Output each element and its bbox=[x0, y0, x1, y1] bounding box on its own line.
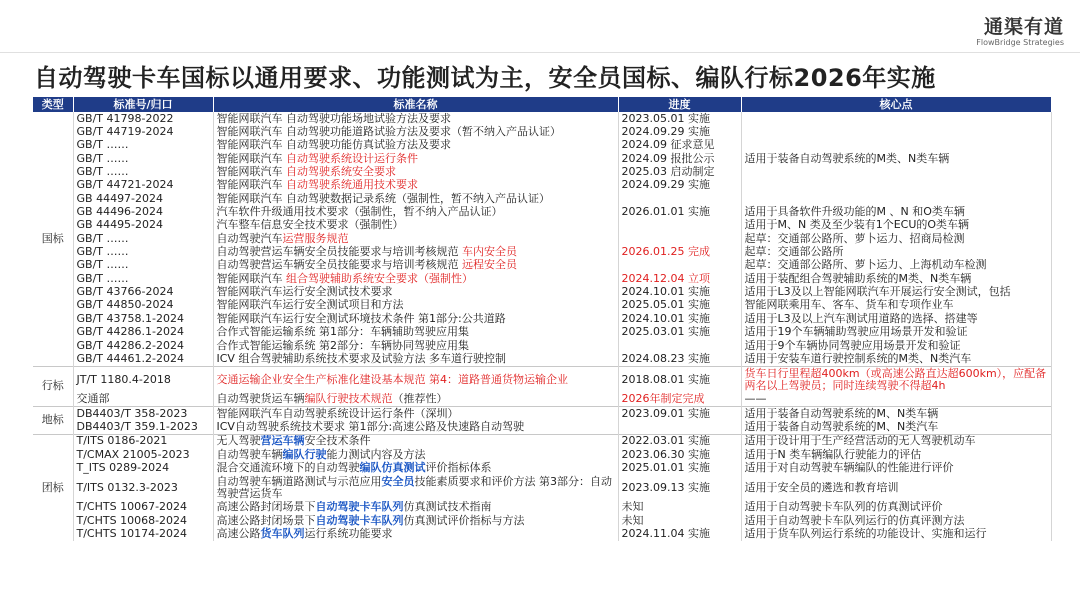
cell-code: GB 44497-2024 bbox=[73, 192, 213, 205]
cell-name: 智能网联汽车 自动驾驶功能道路试验方法及要求（暂不纳入产品认证） bbox=[213, 125, 618, 138]
type-cell-gb: 国标 bbox=[33, 112, 73, 366]
table-row bbox=[33, 232, 1051, 245]
cell-code: GB/T 41798-2022 bbox=[73, 112, 213, 125]
name-highlight: 远程安全员 bbox=[462, 258, 517, 272]
cell-core: 适用于装备自动驾驶系统的M、N类车辆 bbox=[741, 406, 1051, 420]
cell-name: 汽车软件升级通用技术要求（强制性，暂不纳入产品认证） bbox=[213, 205, 618, 218]
table-row bbox=[33, 179, 1051, 192]
table-row bbox=[33, 192, 1051, 205]
cell-progress: 2023.05.01 实施 bbox=[618, 112, 741, 125]
cell-code: T/CMAX 21005-2023 bbox=[73, 448, 213, 461]
name-part: 自动驾驶营运车辆安全员技能要求与培训考核规范 bbox=[216, 245, 462, 259]
cell-name bbox=[213, 179, 618, 192]
cell-name bbox=[213, 475, 618, 501]
cell-name bbox=[213, 527, 618, 540]
cell-code: GB/T 44850-2024 bbox=[73, 299, 213, 312]
cell-core: 货车日行里程超400km（或高速公路直达超600km），应配备两名以上驾驶员；同时连续驾驶不得超4h bbox=[741, 366, 1051, 393]
type-cell-tb: 团标 bbox=[33, 434, 73, 541]
type-cell-hb: 行标 bbox=[33, 366, 73, 406]
table-row bbox=[33, 393, 1051, 407]
name-highlight: 自动驾驶卡车队列 bbox=[315, 500, 404, 514]
table-row bbox=[33, 501, 1051, 514]
cell-progress: 2023.06.30 实施 bbox=[618, 448, 741, 461]
table-row bbox=[33, 152, 1051, 165]
table-row bbox=[33, 352, 1051, 366]
cell-progress bbox=[618, 232, 741, 245]
cell-core: —— bbox=[741, 393, 1051, 407]
cell-name: 合作式智能运输系统 第1部分：车辆辅助驾驶应用集 bbox=[213, 326, 618, 339]
cell-core: 适用于装备自动驾驶系统的M类、N类车辆 bbox=[741, 152, 1051, 165]
table-row bbox=[33, 339, 1051, 352]
col-header-progress: 进度 bbox=[618, 97, 741, 112]
col-header-core: 核心点 bbox=[741, 97, 1051, 112]
cell-name bbox=[213, 514, 618, 527]
name-highlight: 安全员 bbox=[381, 474, 415, 488]
name-part: 仿真测试评价指标与方法 bbox=[403, 513, 525, 527]
cell-name: 智能网联汽车自动驾驶系统设计运行条件（深圳） bbox=[213, 406, 618, 420]
cell-name bbox=[213, 259, 618, 272]
cell-code: GB/T 44461.2-2024 bbox=[73, 352, 213, 366]
cell-name bbox=[213, 245, 618, 258]
logo-cn: 通渠有道 bbox=[983, 16, 1064, 38]
cell-progress bbox=[618, 219, 741, 232]
cell-progress: 2025.03 启动制定 bbox=[618, 165, 741, 178]
cell-core: 适用于L3及以上汽车测试用道路的选择、搭建等 bbox=[741, 312, 1051, 325]
cell-name bbox=[213, 434, 618, 448]
table-row bbox=[33, 272, 1051, 285]
table-row bbox=[33, 514, 1051, 527]
name-part: 安全技术条件 bbox=[304, 434, 371, 448]
name-part: 技能素质要求和评价方法 第3部分：自动驾驶营运货车 bbox=[216, 474, 612, 500]
cell-code: GB/T …… bbox=[73, 232, 213, 245]
table-row bbox=[33, 420, 1051, 434]
table-row bbox=[33, 527, 1051, 540]
cell-progress: 2024.10.01 实施 bbox=[618, 312, 741, 325]
table-row bbox=[33, 475, 1051, 501]
cell-name bbox=[213, 461, 618, 474]
table-row bbox=[33, 406, 1051, 420]
name-part: 运行系统功能要求 bbox=[304, 527, 393, 540]
table-row bbox=[33, 366, 1051, 393]
name-highlight: 编队仿真测试 bbox=[359, 461, 426, 474]
name-part: 自动驾驶车辆 bbox=[216, 447, 283, 461]
cell-name bbox=[213, 152, 618, 165]
cell-name: ICV自动驾驶系统技术要求 第1部分:高速公路及快速路自动驾驶 bbox=[213, 420, 618, 434]
name-highlight: 自动驾驶系统通用技术要求 bbox=[286, 178, 418, 192]
cell-progress: 2024.10.01 实施 bbox=[618, 285, 741, 298]
name-part: 自动驾驶车辆道路测试与示范应用 bbox=[216, 474, 382, 488]
name-part: 无人驾驶 bbox=[216, 434, 261, 448]
cell-progress: 未知 bbox=[618, 501, 741, 514]
cell-progress: 2024.09 报批公示 bbox=[618, 152, 741, 165]
cell-core: 适用于安全员的遴选和教育培训 bbox=[741, 475, 1051, 501]
cell-code: JT/T 1180.4-2018 bbox=[73, 366, 213, 393]
cell-name: 智能网联汽车 自动驾驶功能仿真试验方法及要求 bbox=[213, 139, 618, 152]
header-divider bbox=[0, 52, 1080, 53]
table-header-row bbox=[33, 97, 1051, 112]
cell-name: 智能网联汽车运行安全测试项目和方法 bbox=[213, 299, 618, 312]
cell-core bbox=[741, 179, 1051, 192]
cell-code: T/ITS 0186-2021 bbox=[73, 434, 213, 448]
table-row bbox=[33, 285, 1051, 298]
name-highlight: 自动驾驶系统设计运行条件 bbox=[286, 152, 418, 165]
name-part: （推荐性） bbox=[392, 392, 448, 406]
cell-name: 智能网联汽车运行安全测试技术要求 bbox=[213, 285, 618, 298]
name-part: 高速公路封闭场景下 bbox=[216, 500, 316, 514]
cell-code: GB/T …… bbox=[73, 272, 213, 285]
table-row bbox=[33, 165, 1051, 178]
standards-table bbox=[33, 97, 1052, 541]
cell-progress bbox=[618, 420, 741, 434]
cell-code: GB/T …… bbox=[73, 259, 213, 272]
cell-core: 适用于装配组合驾驶辅助系统的M类、N类车辆 bbox=[741, 272, 1051, 285]
cell-progress: 2024.09 征求意见 bbox=[618, 139, 741, 152]
cell-name bbox=[213, 272, 618, 285]
name-highlight: 营运车辆 bbox=[260, 434, 305, 448]
cell-code: T/CHTS 10174-2024 bbox=[73, 527, 213, 540]
page-title: 自动驾驶卡车国标以通用要求、功能测试为主，安全员国标、编队行标2026年实施 bbox=[34, 64, 936, 92]
cell-progress: 2024.12.04 立项 bbox=[618, 272, 741, 285]
name-highlight: 编队行驶 bbox=[282, 447, 327, 461]
cell-core: 适用于装备自动驾驶系统的M、N类汽车 bbox=[741, 420, 1051, 434]
cell-name: 智能网联汽车 自动驾驶功能场地试验方法及要求 bbox=[213, 112, 618, 125]
cell-code: GB/T …… bbox=[73, 152, 213, 165]
cell-progress: 2026.01.01 实施 bbox=[618, 205, 741, 218]
cell-name bbox=[213, 448, 618, 461]
brand-logo bbox=[976, 16, 1064, 48]
name-part: 自动驾驶货运车辆 bbox=[216, 392, 305, 406]
cell-progress: 2024.09.29 实施 bbox=[618, 125, 741, 138]
name-highlight: 组合驾驶辅助系统安全要求（强制性） bbox=[286, 272, 473, 285]
name-part: 智能网联汽车 bbox=[216, 272, 286, 285]
cell-progress: 2023.09.13 实施 bbox=[618, 475, 741, 501]
name-highlight: 编队行驶技术规范 bbox=[304, 392, 393, 406]
cell-progress: 2025.01.01 实施 bbox=[618, 461, 741, 474]
cell-code: GB/T 44286.1-2024 bbox=[73, 326, 213, 339]
cell-code: T/CHTS 10068-2024 bbox=[73, 514, 213, 527]
table-row bbox=[33, 125, 1051, 138]
cell-core bbox=[741, 139, 1051, 152]
cell-core: 适用于对自动驾驶车辆编队的性能进行评价 bbox=[741, 461, 1051, 474]
table-row bbox=[33, 259, 1051, 272]
cell-name bbox=[213, 232, 618, 245]
name-part: 自动驾驶营运车辆安全员技能要求与培训考核规范 bbox=[216, 258, 462, 272]
cell-core bbox=[741, 112, 1051, 125]
cell-core: 适用于设计用于生产经营活动的无人驾驶机动车 bbox=[741, 434, 1051, 448]
cell-code: GB/T 44721-2024 bbox=[73, 179, 213, 192]
cell-progress: 2024.11.04 实施 bbox=[618, 527, 741, 540]
cell-name: 智能网联汽车运行安全测试环境技术条件 第1部分:公共道路 bbox=[213, 312, 618, 325]
cell-name bbox=[213, 501, 618, 514]
col-header-type: 类型 bbox=[33, 97, 73, 112]
cell-name: 汽车整车信息安全技术要求（强制性） bbox=[213, 219, 618, 232]
name-part: 混合交通流环境下的自动驾驶 bbox=[216, 461, 360, 474]
cell-progress: 2024.08.23 实施 bbox=[618, 352, 741, 366]
table-row bbox=[33, 219, 1051, 232]
table-row bbox=[33, 448, 1051, 461]
name-part: 自动驾驶汽车 bbox=[216, 232, 283, 245]
cell-progress bbox=[618, 192, 741, 205]
cell-core bbox=[741, 192, 1051, 205]
cell-code: GB/T …… bbox=[73, 139, 213, 152]
cell-progress: 2026年制定完成 bbox=[618, 393, 741, 407]
table-row bbox=[33, 112, 1051, 125]
logo-en: FlowBridge Strategies bbox=[976, 38, 1064, 47]
name-part: 仿真测试技术指南 bbox=[403, 500, 492, 514]
cell-core: 适用于M、N 类及至少装有1个ECU的O类车辆 bbox=[741, 219, 1051, 232]
table-row bbox=[33, 461, 1051, 474]
cell-core: 适用于自动驾驶卡车队列的仿真测试评价 bbox=[741, 501, 1051, 514]
cell-code: GB 44496-2024 bbox=[73, 205, 213, 218]
cell-code: 交通部 bbox=[73, 393, 213, 407]
cell-code: DB4403/T 359.1-2023 bbox=[73, 420, 213, 434]
cell-code: T_ITS 0289-2024 bbox=[73, 461, 213, 474]
name-part: 评价指标体系 bbox=[425, 461, 492, 474]
cell-progress: 2024.09.29 实施 bbox=[618, 179, 741, 192]
cell-progress: 2025.05.01 实施 bbox=[618, 299, 741, 312]
table-row bbox=[33, 312, 1051, 325]
cell-core: 适用于具备软件升级功能的M 、N 和O类车辆 bbox=[741, 205, 1051, 218]
cell-progress: 2026.01.25 完成 bbox=[618, 245, 741, 258]
cell-core: 适用于自动驾驶卡车队列运行的仿真评测方法 bbox=[741, 514, 1051, 527]
cell-core bbox=[741, 125, 1051, 138]
name-highlight: 货车队列 bbox=[260, 527, 305, 540]
cell-progress bbox=[618, 339, 741, 352]
cell-code: GB 44495-2024 bbox=[73, 219, 213, 232]
cell-progress bbox=[618, 259, 741, 272]
cell-progress: 2025.03.01 实施 bbox=[618, 326, 741, 339]
cell-name: 交通运输企业安全生产标准化建设基本规范 第4：道路普通货物运输企业 bbox=[213, 366, 618, 393]
cell-core: 适用于安装车道行驶控制系统的M类、N类汽车 bbox=[741, 352, 1051, 366]
name-part: 智能网联汽车 bbox=[216, 152, 286, 165]
cell-name: 合作式智能运输系统 第2部分：车辆协同驾驶应用集 bbox=[213, 339, 618, 352]
name-part: 高速公路封闭场景下 bbox=[216, 513, 316, 527]
table-row bbox=[33, 434, 1051, 448]
cell-core: 适用于N 类车辆编队行驶能力的评估 bbox=[741, 448, 1051, 461]
name-part: 能力测试内容及方法 bbox=[326, 447, 426, 461]
name-part: 智能网联汽车 bbox=[216, 165, 286, 179]
cell-progress: 2022.03.01 实施 bbox=[618, 434, 741, 448]
cell-code: T/CHTS 10067-2024 bbox=[73, 501, 213, 514]
cell-code: GB/T 44719-2024 bbox=[73, 125, 213, 138]
cell-code: GB/T 43766-2024 bbox=[73, 285, 213, 298]
cell-core: 适用于L3及以上智能网联汽车开展运行安全测试，包括 bbox=[741, 285, 1051, 298]
cell-name bbox=[213, 165, 618, 178]
name-part: 高速公路 bbox=[216, 527, 261, 540]
cell-name: 智能网联汽车 自动驾驶数据记录系统（强制性，暂不纳入产品认证） bbox=[213, 192, 618, 205]
type-cell-db: 地标 bbox=[33, 406, 73, 434]
name-highlight: 自动驾驶系统安全要求 bbox=[286, 165, 396, 179]
cell-progress: 未知 bbox=[618, 514, 741, 527]
cell-core: 起草：交通部公路所 bbox=[741, 245, 1051, 258]
cell-core: 智能网联乘用车、客车、货车和专项作业车 bbox=[741, 299, 1051, 312]
name-highlight: 自动驾驶卡车队列 bbox=[315, 513, 404, 527]
name-highlight: 运营服务规范 bbox=[282, 232, 349, 245]
col-header-code: 标准号/归口 bbox=[73, 97, 213, 112]
cell-code: DB4403/T 358-2023 bbox=[73, 406, 213, 420]
table-row bbox=[33, 245, 1051, 258]
cell-core: 适用于货车队列运行系统的功能设计、实施和运行 bbox=[741, 527, 1051, 540]
cell-code: GB/T …… bbox=[73, 165, 213, 178]
cell-code: T/ITS 0132.3-2023 bbox=[73, 475, 213, 501]
cell-name: ICV 组合驾驶辅助系统技术要求及试验方法 多车道行驶控制 bbox=[213, 352, 618, 366]
cell-progress: 2023.09.01 实施 bbox=[618, 406, 741, 420]
cell-code: GB/T 44286.2-2024 bbox=[73, 339, 213, 352]
cell-core: 适用于9个车辆协同驾驶应用场景开发和验证 bbox=[741, 339, 1051, 352]
cell-progress: 2018.08.01 实施 bbox=[618, 366, 741, 393]
table-row bbox=[33, 326, 1051, 339]
cell-core: 起草：交通部公路所、萝卜运力、招商局检测 bbox=[741, 232, 1051, 245]
table-row bbox=[33, 299, 1051, 312]
name-part: 智能网联汽车 bbox=[216, 178, 286, 192]
cell-code: GB/T 43758.1-2024 bbox=[73, 312, 213, 325]
name-highlight: 车内安全员 bbox=[462, 245, 517, 259]
cell-name bbox=[213, 393, 618, 407]
col-header-name: 标准名称 bbox=[213, 97, 618, 112]
table-row bbox=[33, 205, 1051, 218]
cell-code: GB/T …… bbox=[73, 245, 213, 258]
cell-core: 起草：交通部公路所、萝卜运力、上海机动车检测 bbox=[741, 259, 1051, 272]
table-row bbox=[33, 139, 1051, 152]
cell-core bbox=[741, 165, 1051, 178]
cell-core: 适用于19个车辆辅助驾驶应用场景开发和验证 bbox=[741, 326, 1051, 339]
